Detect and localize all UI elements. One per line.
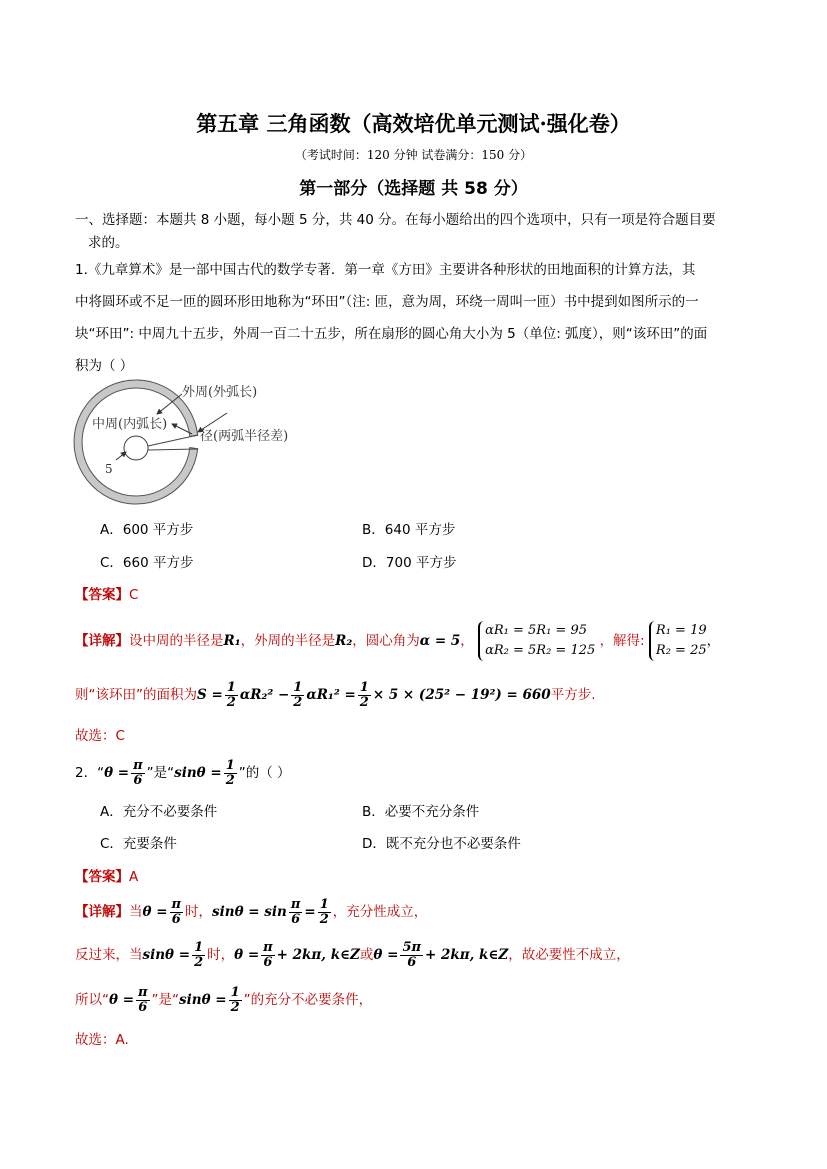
theta-eq: θ = xyxy=(109,992,135,1008)
exam-info: （考试时间：120 分钟 试卷满分：150 分） xyxy=(294,148,533,162)
detail-text: ，充分性成立， xyxy=(332,904,428,920)
area-s: S = xyxy=(197,687,223,703)
q2-text: 2．“ xyxy=(75,765,105,781)
general-solution: + 2kπ, k∈Z xyxy=(425,947,509,963)
sin-eq: sinθ = xyxy=(142,947,191,963)
q2-detail-line2 xyxy=(75,938,630,972)
detail-text: 或 xyxy=(359,947,374,963)
fraction-pi-6 xyxy=(170,898,184,927)
q1-option-c: C．660 平方步 xyxy=(100,555,194,571)
detail-text: 时， xyxy=(185,904,213,920)
sin-expr: sinθ = sin xyxy=(212,904,287,920)
answer-tag: 【答案】 xyxy=(75,587,129,603)
q1-option-a: A．600 平方步 xyxy=(100,522,194,538)
fraction-half xyxy=(192,941,205,970)
fraction-half xyxy=(358,681,371,710)
denominator: 2 xyxy=(225,772,235,788)
fraction-half xyxy=(229,986,242,1015)
var-r2: R₂ xyxy=(335,633,353,649)
q2-detail-line3 xyxy=(75,983,372,1017)
detail-text: 则“该环田”的面积为 xyxy=(75,687,197,703)
theta-eq: θ = xyxy=(373,947,399,963)
detail-text: 设中周的半径是 xyxy=(129,633,224,649)
label-outer: 外周(外弧长) xyxy=(182,385,258,400)
denominator: 6 xyxy=(263,954,273,970)
numerator: 1 xyxy=(319,896,329,912)
q2-detail-line1 xyxy=(75,895,427,929)
center-circle xyxy=(124,436,148,460)
q2-option-d: D．既不充分也不必要条件 xyxy=(362,836,521,852)
answer-value: C xyxy=(129,587,139,603)
q1-option-b: B．640 平方步 xyxy=(362,522,456,538)
sin-eq: sinθ = xyxy=(179,992,227,1008)
detail-text: ”的充分不必要条件， xyxy=(243,992,373,1008)
numerator: π xyxy=(138,984,148,1000)
eq-line: αR₂ = 5R₂ = 125 xyxy=(485,643,596,658)
equals: = xyxy=(304,904,316,920)
equation-system-1 xyxy=(478,621,595,661)
detail-text: 平方步. xyxy=(550,687,596,703)
numerator: 5π xyxy=(402,939,421,955)
detail-text: ”是“ xyxy=(151,992,180,1008)
q1-detail-line2 xyxy=(75,678,596,712)
fraction-half xyxy=(291,681,304,710)
theta-eq: θ = xyxy=(234,947,260,963)
q2-stem xyxy=(75,756,291,790)
detail-text: ， xyxy=(460,633,474,649)
detail-text: ，故必要性不成立， xyxy=(508,947,630,963)
equation-system-2 xyxy=(649,621,707,661)
denominator: 2 xyxy=(319,911,329,927)
denominator: 2 xyxy=(359,694,369,710)
numerator: 1 xyxy=(226,679,236,695)
fraction-half xyxy=(225,681,238,710)
q1-line4: 积为（ ） xyxy=(75,358,134,374)
denominator: 2 xyxy=(293,694,303,710)
numerator: 1 xyxy=(194,939,204,955)
detail-text: 当 xyxy=(129,904,143,920)
eq-line: R₁ = 19 xyxy=(655,623,707,638)
fraction-pi-6 xyxy=(136,986,150,1015)
eq-line: αR₁ = 5R₁ = 95 xyxy=(485,623,587,638)
numerator: 1 xyxy=(359,679,369,695)
fraction-pi-6 xyxy=(261,941,275,970)
denominator: 6 xyxy=(138,999,148,1015)
label-inner: 中周(内弧长) xyxy=(92,417,168,432)
answer-value: A xyxy=(129,869,139,885)
area-term: × 5 × (25² − 19²) = 660 xyxy=(372,687,551,703)
numerator: π xyxy=(171,896,182,912)
q1-line1: 1.《九章算术》是一部中国古代的数学专著．第一章《方田》主要讲各种形状的田地面积的计算方法，其 xyxy=(75,262,696,278)
fraction-5pi-6 xyxy=(400,941,423,970)
q2-text: ”是“ xyxy=(146,765,175,781)
detail-text: 所以“ xyxy=(75,992,109,1008)
label-radius: 径(两弧半径差) xyxy=(200,429,289,444)
q2-text: ”的（ ） xyxy=(238,765,291,781)
q2-option-b: B．必要不充分条件 xyxy=(362,804,480,820)
numerator: π xyxy=(290,896,301,912)
theta-eq: θ = xyxy=(142,904,168,920)
detail-text: 反过来，当 xyxy=(75,947,143,963)
detail-text: 时， xyxy=(207,947,235,963)
denominator: 2 xyxy=(230,999,240,1015)
theta-eq: θ = xyxy=(104,765,130,781)
denominator: 6 xyxy=(291,911,301,927)
fraction-half xyxy=(318,898,331,927)
q1-line2: 中将圆环或不足一匝的圆环形田地称为“环田”（注: 匝，意为周，环绕一周叫一匝）书中提到如图所示的一 xyxy=(75,294,699,310)
area-term: αR₂² − xyxy=(239,687,290,703)
q2-option-a: A．充分不必要条件 xyxy=(100,804,218,820)
detail-text: ，外周的半径是 xyxy=(240,633,336,649)
detail-text: ， xyxy=(706,633,721,649)
q2-conclusion: 故选：A. xyxy=(75,1032,129,1048)
numerator: 1 xyxy=(230,984,240,1000)
answer-tag: 【答案】 xyxy=(75,869,129,885)
fraction-pi-6 xyxy=(131,759,145,788)
denominator: 6 xyxy=(171,911,181,927)
general-solution: + 2kπ, k∈Z xyxy=(276,947,360,963)
numerator: 1 xyxy=(293,679,303,695)
sin-eq: sinθ = xyxy=(174,765,222,781)
detail-tag: 【详解】 xyxy=(75,904,129,920)
q1-conclusion: 故选：C xyxy=(75,728,125,744)
q2-answer xyxy=(75,865,138,885)
denominator: 6 xyxy=(407,954,417,970)
numerator: 1 xyxy=(225,757,235,773)
var-r1: R₁ xyxy=(223,633,241,649)
numerator: π xyxy=(133,757,143,773)
denominator: 2 xyxy=(226,694,236,710)
q1-detail-line1 xyxy=(75,617,720,665)
eq-line: R₂ = 25 xyxy=(655,643,707,658)
denominator: 6 xyxy=(133,772,143,788)
label-angle: 5 xyxy=(105,462,113,476)
ring-field-figure xyxy=(72,378,312,510)
detail-tag: 【详解】 xyxy=(75,633,129,649)
section-intro-line2: 求的。 xyxy=(88,235,129,251)
q1-line3: 块“环田”: 中周九十五步，外周一百二十五步，所在扇形的圆心角大小为 5（单位: 弧度），则“该环田”的面 xyxy=(75,326,708,342)
part-heading: 第一部分（选择题 共 58 分） xyxy=(299,179,528,199)
q2-option-c: C．充要条件 xyxy=(100,836,177,852)
detail-text: ，圆心角为 xyxy=(352,633,420,649)
numerator: π xyxy=(263,939,273,955)
q1-answer xyxy=(75,583,138,603)
detail-text: ，解得: xyxy=(599,633,645,649)
page-title: 第五章 三角函数（高效培优单元测试·强化卷） xyxy=(196,111,631,136)
denominator: 2 xyxy=(194,954,204,970)
q1-option-d: D．700 平方步 xyxy=(362,555,457,571)
section-intro-line1: 一、选择题：本题共 8 小题，每小题 5 分，共 40 分。在每小题给出的四个选项中，只有一项是符合题目要 xyxy=(75,212,716,228)
fraction-pi-6 xyxy=(289,898,303,927)
var-alpha: α = 5 xyxy=(419,633,461,649)
fraction-half xyxy=(224,759,237,788)
area-term: αR₁² = xyxy=(306,687,356,703)
